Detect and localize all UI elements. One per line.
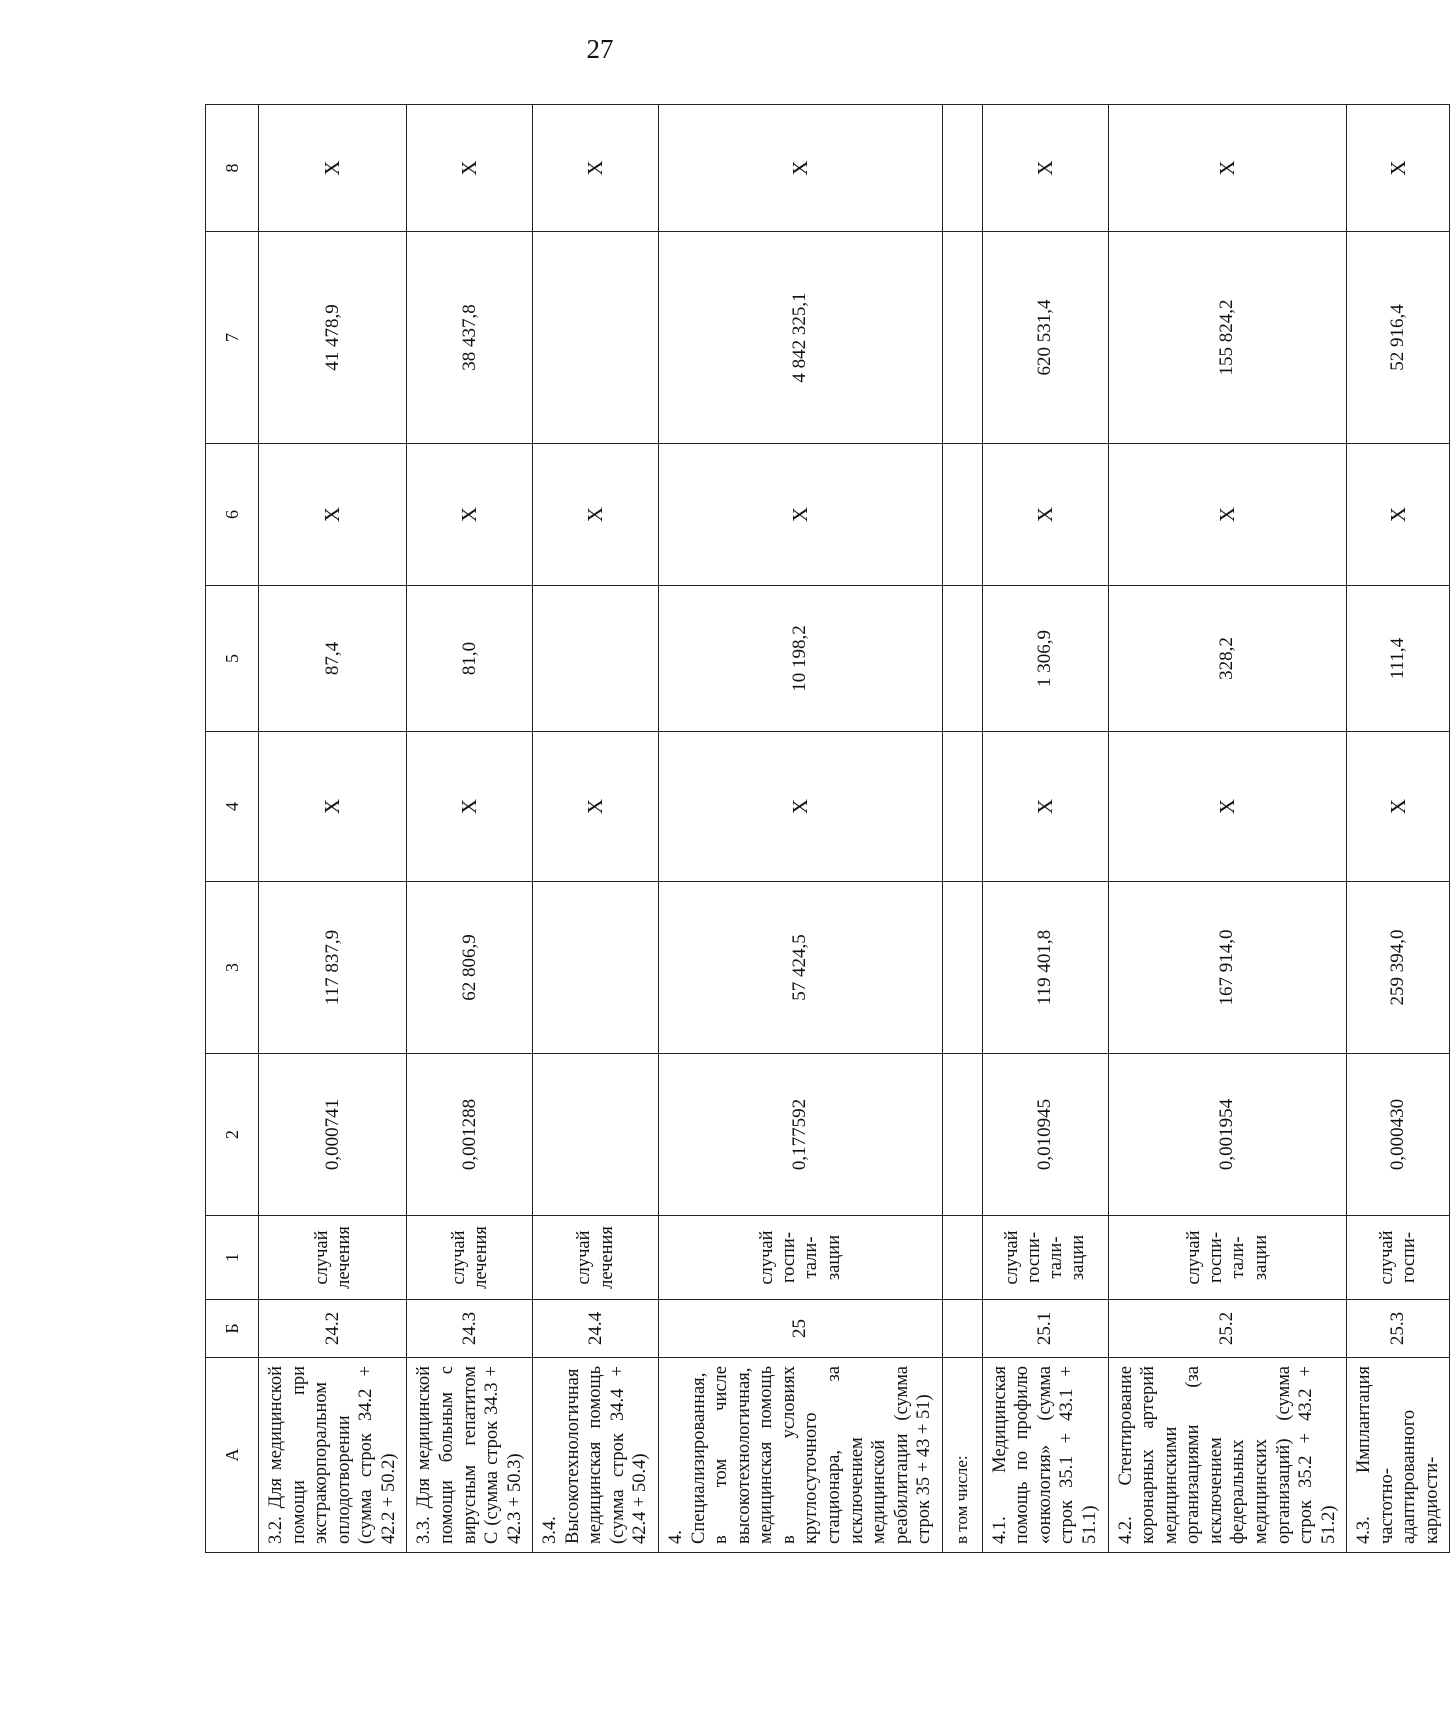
row-code: 24.3 [407, 1300, 533, 1358]
cell-col4: Х [259, 732, 407, 882]
cell-col5 [533, 586, 659, 732]
table-row [407, 105, 533, 1553]
cell-col2: 0,010945 [982, 1054, 1108, 1216]
cell-col7: 620 531,4 [982, 232, 1108, 444]
cell-col7: 52 916,4 [1347, 232, 1450, 444]
header-cell: 5 [206, 586, 259, 732]
cell-col6: Х [259, 444, 407, 586]
cell-col4: Х [533, 732, 659, 882]
row-description: 3.2. Для медицинской помощи при экстракорпоральном оплодотворении (сумма строк 34.2 + 42.2 + 50.2) [259, 1358, 407, 1553]
cell-col7: 4 842 325,1 [659, 232, 943, 444]
table-landscape [205, 105, 1442, 1553]
cell-col2: 0,177592 [659, 1054, 943, 1216]
table-row [259, 105, 407, 1553]
table-rotated-container [205, 105, 1442, 1553]
cell-col3: 167 914,0 [1108, 882, 1347, 1054]
header-cell: А [206, 1358, 259, 1553]
cell-col5: 87,4 [259, 586, 407, 732]
header-cell: 8 [206, 105, 259, 232]
header-cell: 3 [206, 882, 259, 1054]
row-unit: случай лечения [407, 1216, 533, 1300]
cell-col3: 259 394,0 [1347, 882, 1450, 1054]
cell-col2: 0,001954 [1108, 1054, 1347, 1216]
cell-col8: Х [407, 105, 533, 232]
row-unit: случай госпи-тали-зации [659, 1216, 943, 1300]
table-row [533, 105, 659, 1553]
section-label: в том числе: [942, 1358, 982, 1553]
header-row [206, 105, 259, 1553]
row-code: 25 [659, 1300, 943, 1358]
header-cell: 4 [206, 732, 259, 882]
table-row [982, 105, 1108, 1553]
cell-col3: 117 837,9 [259, 882, 407, 1054]
cell-col7: 155 824,2 [1108, 232, 1347, 444]
row-unit: случай госпи-тали-зации [982, 1216, 1108, 1300]
row-unit: случай госпи- [1347, 1216, 1450, 1300]
cell-col2 [533, 1054, 659, 1216]
header-cell: 6 [206, 444, 259, 586]
row-unit: случай лечения [259, 1216, 407, 1300]
row-unit: случай госпи-тали-зации [1108, 1216, 1347, 1300]
cell-col6: Х [1347, 444, 1450, 586]
table-row [1108, 105, 1347, 1553]
header-cell: 1 [206, 1216, 259, 1300]
cell-col8: Х [659, 105, 943, 232]
header-cell: 7 [206, 232, 259, 444]
cell-col3: 62 806,9 [407, 882, 533, 1054]
cell-col4: Х [982, 732, 1108, 882]
row-code: 24.4 [533, 1300, 659, 1358]
cell-col3: 57 424,5 [659, 882, 943, 1054]
cell-col6: Х [982, 444, 1108, 586]
cell-col7 [533, 232, 659, 444]
page-number: 27 [586, 34, 614, 64]
section-row [942, 105, 982, 1553]
row-description: 4. Специализированная, в том числе высокотехнологичная, медицинская помощь в условиях круглосуточного стационара, за исключением медицинской реабилитации (сумма строк 35 + 43 + 51) [659, 1358, 943, 1553]
row-description: 4.1. Медицинская помощь по профилю «онкология» (сумма строк 35.1 + 43.1 + 51.1) [982, 1358, 1108, 1553]
row-description: 3.4. Высокотехнологичная медицинская помощь (сумма строк 34.4 + 42.4 + 50.4) [533, 1358, 659, 1553]
cell-col5: 10 198,2 [659, 586, 943, 732]
cell-col5: 1 306,9 [982, 586, 1108, 732]
cell-col6: Х [533, 444, 659, 586]
cell-col6: Х [407, 444, 533, 586]
row-unit: случай лечения [533, 1216, 659, 1300]
cell-col5: 81,0 [407, 586, 533, 732]
row-code: 25.3 [1347, 1300, 1450, 1358]
financial-table [205, 104, 1450, 1553]
cell-col3 [533, 882, 659, 1054]
row-description: 4.3. Имплантация частотно-адаптированного кардиости- [1347, 1358, 1450, 1553]
cell-col3: 119 401,8 [982, 882, 1108, 1054]
cell-col4: Х [407, 732, 533, 882]
row-description: 3.3. Для медицинской помощи больным с вирусным гепатитом С (сумма строк 34.3 + 42.3 + 50.3) [407, 1358, 533, 1553]
row-code: 24.2 [259, 1300, 407, 1358]
cell-col5: 111,4 [1347, 586, 1450, 732]
cell-col8: Х [1347, 105, 1450, 232]
cell-col6: Х [1108, 444, 1347, 586]
cell-col8: Х [1108, 105, 1347, 232]
cell-col7: 38 437,8 [407, 232, 533, 444]
cell-col8: Х [533, 105, 659, 232]
cell-col2: 0,001288 [407, 1054, 533, 1216]
cell-col7: 41 478,9 [259, 232, 407, 444]
cell-col4: Х [1108, 732, 1347, 882]
table-row [1347, 105, 1450, 1553]
cell-col5: 328,2 [1108, 586, 1347, 732]
cell-col6: Х [659, 444, 943, 586]
cell-col2: 0,000741 [259, 1054, 407, 1216]
row-code: 25.1 [982, 1300, 1108, 1358]
cell-col8: Х [259, 105, 407, 232]
cell-col2: 0,000430 [1347, 1054, 1450, 1216]
cell-col8: Х [982, 105, 1108, 232]
cell-col4: Х [659, 732, 943, 882]
table-row [659, 105, 943, 1553]
cell-col4: Х [1347, 732, 1450, 882]
header-cell: Б [206, 1300, 259, 1358]
header-cell: 2 [206, 1054, 259, 1216]
row-description: 4.2. Стентирование коронарных артерий медицинскими организациями (за исключением федеральных медицинских организаций) (сумма строк 35.2 + 43.2 + 51.2) [1108, 1358, 1347, 1553]
row-code: 25.2 [1108, 1300, 1347, 1358]
